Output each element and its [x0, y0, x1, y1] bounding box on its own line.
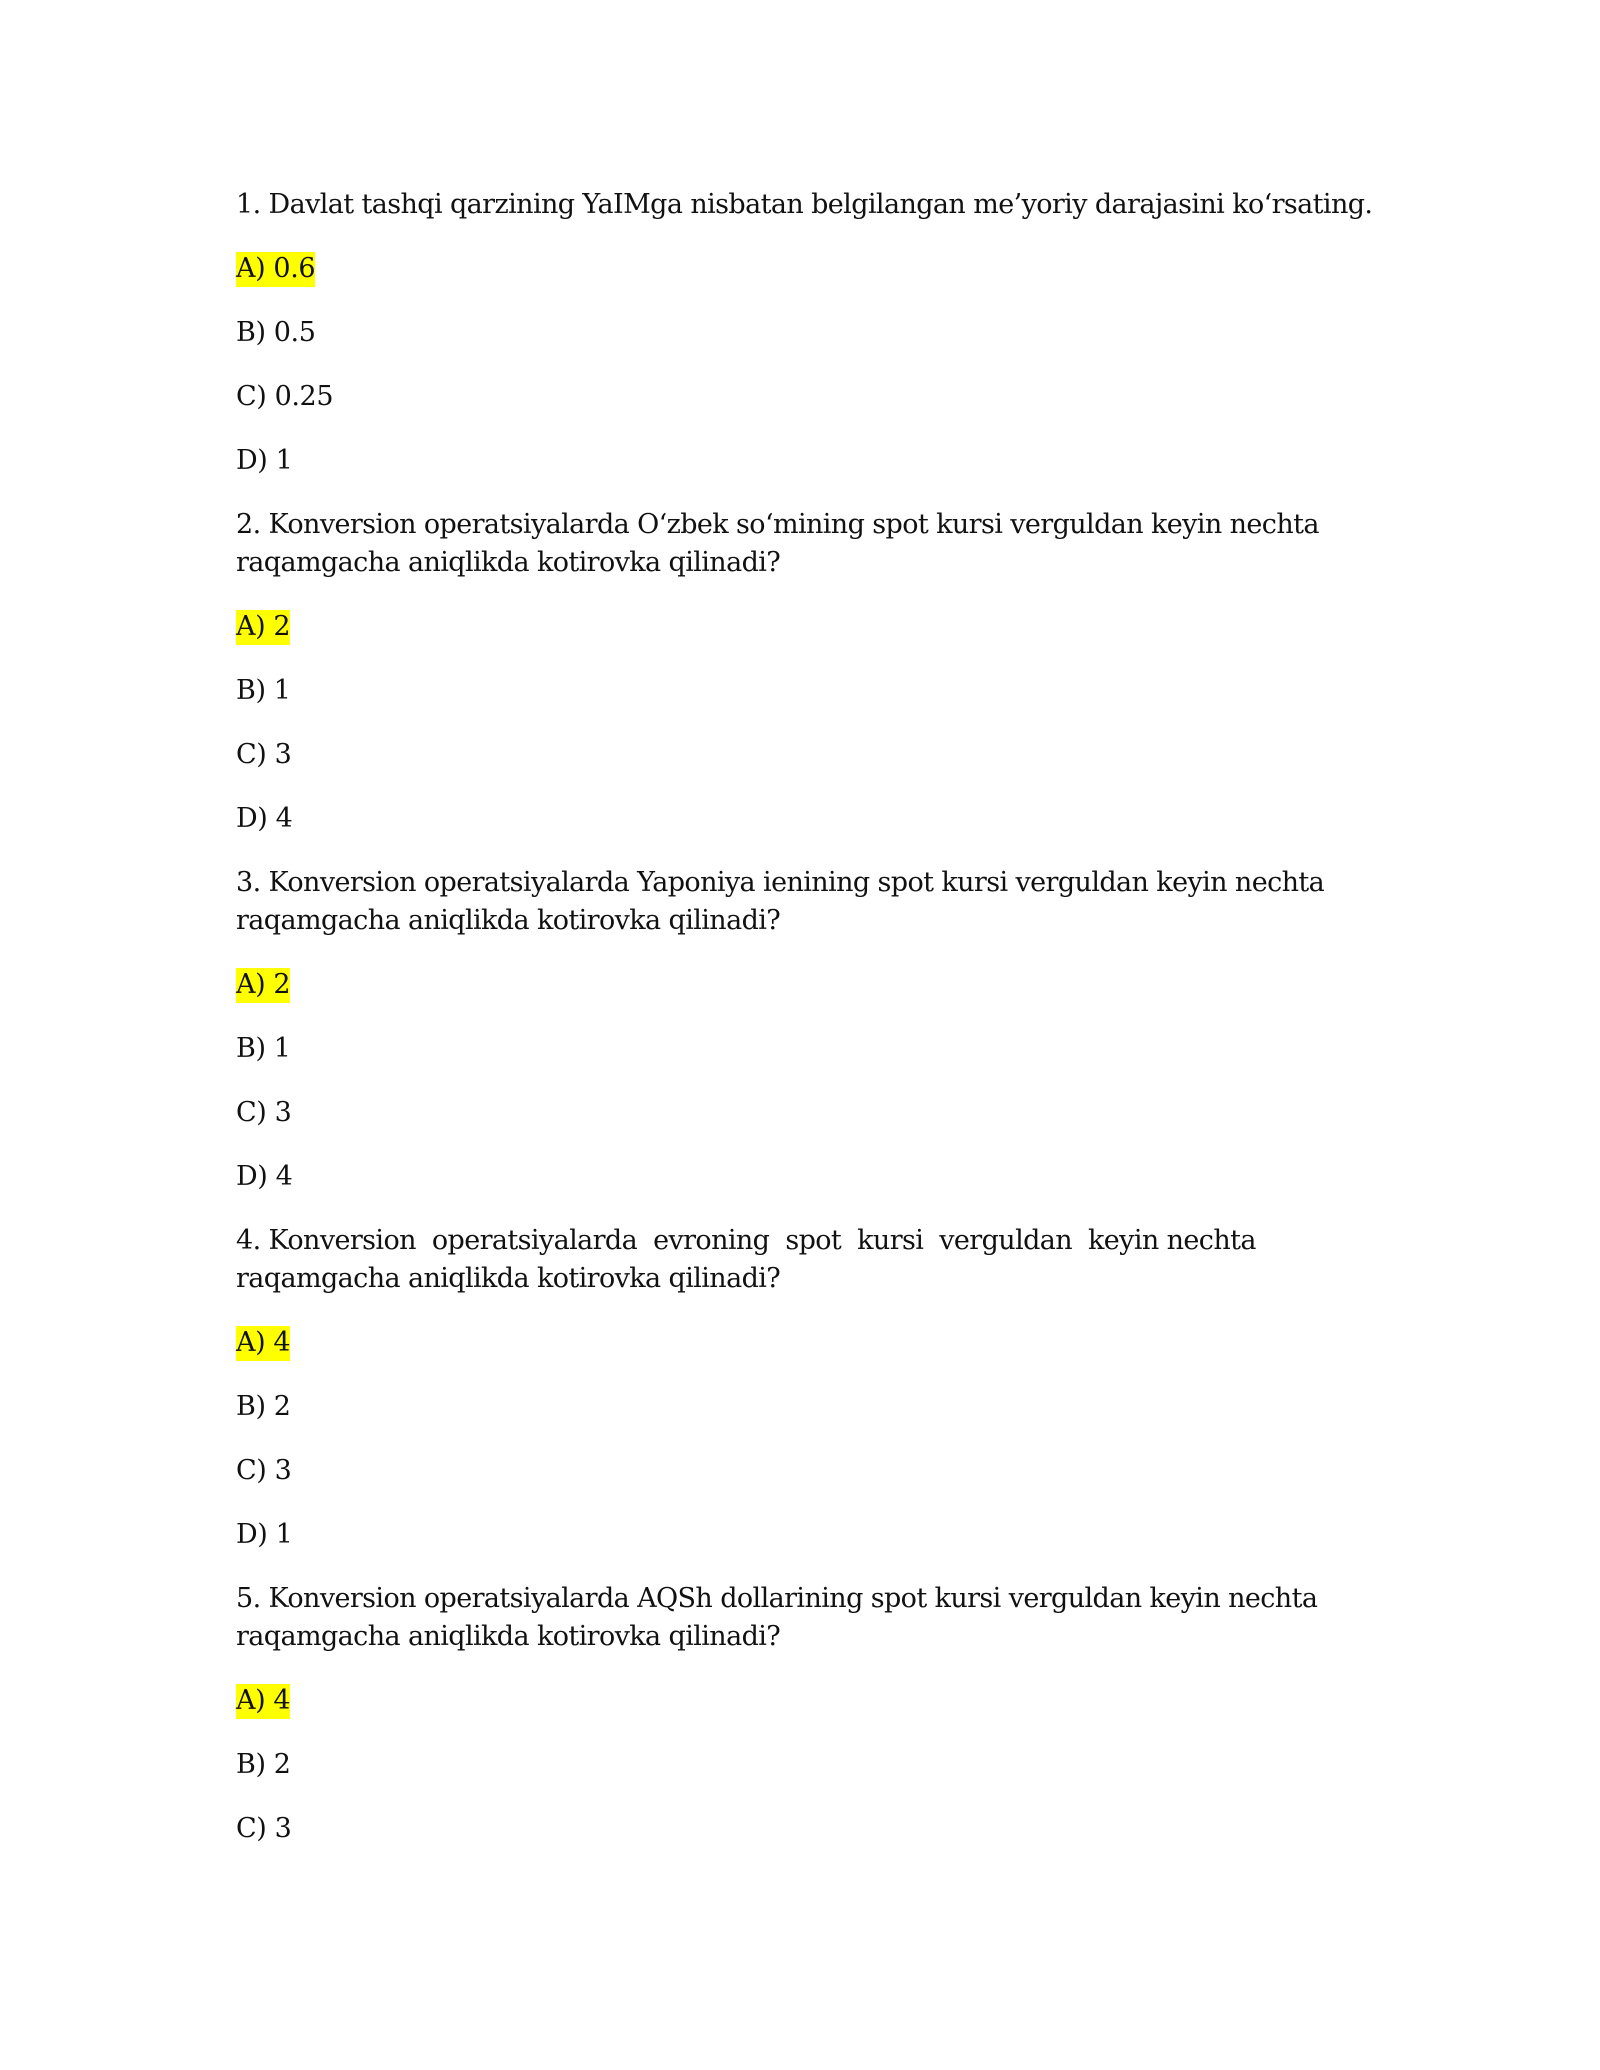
option-label: D) 1 — [236, 1519, 293, 1550]
document-content — [236, 186, 1386, 1874]
option-label: C) 3 — [236, 739, 292, 770]
option-d — [236, 1158, 1386, 1196]
option-a-correct — [236, 1682, 1386, 1720]
option-c — [236, 1810, 1386, 1848]
option-d — [236, 800, 1386, 838]
question-3 — [236, 864, 1386, 1196]
option-label: B) 1 — [236, 675, 291, 706]
option-label: B) 1 — [236, 1033, 291, 1064]
question-text: 5. Konversion operatsiyalarda AQSh dollarining spot kursi verguldan keyin nechta raqamgacha aniqlikda kotirovka qilinadi? — [236, 1583, 1318, 1652]
option-a-correct — [236, 1324, 1386, 1362]
option-b — [236, 314, 1386, 352]
option-a-correct — [236, 608, 1386, 646]
option-label: D) 4 — [236, 1161, 293, 1192]
question-text: 1. Davlat tashqi qarzining YaIMga nisbatan belgilangan me’yoriy darajasini ko‘rsating. — [236, 189, 1373, 220]
option-d — [236, 442, 1386, 480]
option-label: C) 3 — [236, 1097, 292, 1128]
option-a-correct — [236, 966, 1386, 1004]
option-label: B) 2 — [236, 1391, 291, 1422]
option-b — [236, 672, 1386, 710]
option-c — [236, 1094, 1386, 1132]
question-4 — [236, 1222, 1386, 1554]
option-c — [236, 378, 1386, 416]
option-b — [236, 1030, 1386, 1068]
option-label: A) 2 — [236, 610, 290, 645]
option-d — [236, 1516, 1386, 1554]
option-label: C) 0.25 — [236, 381, 334, 412]
option-label: D) 1 — [236, 445, 293, 476]
option-label: C) 3 — [236, 1813, 292, 1844]
question-5 — [236, 1580, 1386, 1848]
question-1 — [236, 186, 1386, 480]
option-c — [236, 1452, 1386, 1490]
option-b — [236, 1388, 1386, 1426]
option-b — [236, 1746, 1386, 1784]
option-label: A) 2 — [236, 968, 290, 1003]
question-text: 3. Konversion operatsiyalarda Yaponiya ienining spot kursi verguldan keyin nechta raqamgacha aniqlikda kotirovka qilinadi? — [236, 867, 1325, 936]
option-label: C) 3 — [236, 1455, 292, 1486]
option-label: A) 4 — [236, 1684, 290, 1719]
option-a-correct — [236, 250, 1386, 288]
option-label: A) 0.6 — [236, 252, 315, 287]
option-label: B) 0.5 — [236, 317, 316, 348]
question-text: 2. Konversion operatsiyalarda O‘zbek so‘mining spot kursi verguldan keyin nechta raqamgacha aniqlikda kotirovka qilinadi? — [236, 509, 1319, 578]
question-text: 4. Konversion operatsiyalarda evroning spot kursi verguldan keyin nechta raqamgacha aniqlikda kotirovka qilinadi? — [236, 1225, 1264, 1294]
option-label: A) 4 — [236, 1326, 290, 1361]
option-label: B) 2 — [236, 1749, 291, 1780]
question-2 — [236, 506, 1386, 838]
option-label: D) 4 — [236, 803, 293, 834]
option-c — [236, 736, 1386, 774]
